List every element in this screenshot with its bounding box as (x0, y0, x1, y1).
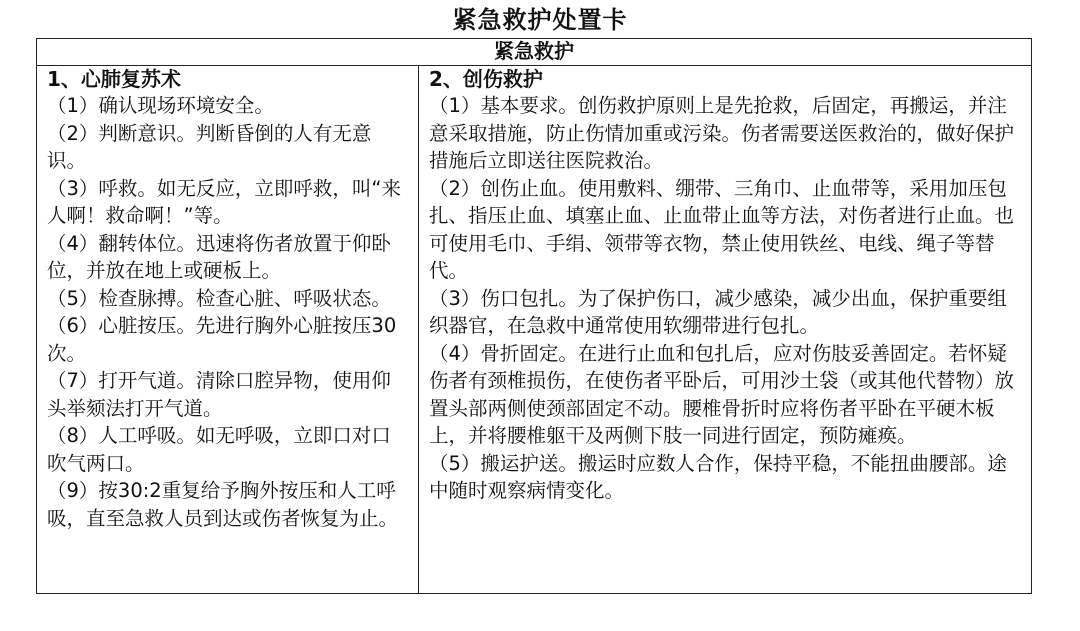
cpr-step: （1）确认现场环境安全。 (47, 94, 274, 117)
cpr-heading: 1、心肺复苏术 (47, 67, 181, 91)
cpr-step: （9）按30:2重复给予胸外按压和人工呼吸，直至急救人员到达或伤者恢复为止。 (47, 479, 399, 530)
trauma-column (419, 66, 1031, 593)
emergency-card-table (36, 38, 1032, 594)
cpr-column (37, 66, 419, 593)
cpr-step: （8）人工呼吸。如无呼吸，立即口对口吹气两口。 (47, 424, 391, 475)
cpr-step: （5）检查脉搏。检查心脏、呼吸状态。 (47, 286, 391, 310)
trauma-step: （4）骨折固定。在进行止血和包扎后，应对伤肢妥善固定。若怀疑伤者有颈椎损伤，在使伤者平卧后，可用沙土袋（或其他代替物）放置头部两侧使颈部固定不动。腰椎骨折时应将伤者平卧在平硬木板上，并将腰椎躯干及两侧下肢一同进行固定，预防瘫痪。 (429, 341, 1015, 447)
table-body (37, 66, 1031, 593)
cpr-step: （6）心脏按压。先进行胸外心脏按压30次。 (47, 314, 397, 365)
card-title: 紧急救护处置卡 (452, 6, 628, 34)
trauma-heading: 2、创伤救护 (429, 67, 543, 91)
trauma-step: （5）搬运护送。搬运时应数人合作，保持平稳，不能扭曲腰部。途中随时观察病情变化。 (429, 451, 1007, 502)
cpr-step: （4）翻转体位。迅速将伤者放置于仰卧位，并放在地上或硬板上。 (47, 231, 391, 282)
trauma-step: （2）创伤止血。使用敷料、绷带、三角巾、止血带等，采用加压包扎、指压止血、填塞止血、止血带止血等方法，对伤者进行止血。也可使用毛巾、手绢、领带等衣物，禁止使用铁丝、电线、绳子等替代。 (429, 176, 1015, 282)
trauma-step: （3）伤口包扎。为了保护伤口，减少感染，减少出血，保护重要组织器官，在急救中通常使用软绷带进行包扎。 (429, 286, 1007, 337)
trauma-step: （1）基本要求。创伤救护原则上是先抢救，后固定，再搬运，并注意采取措施，防止伤情加重或污染。伤者需要送医救治的，做好保护措施后立即送往医院救治。 (429, 94, 1015, 172)
table-header: 紧急救护 (37, 39, 1031, 66)
cpr-step: （3）呼救。如无反应，立即呼救，叫“来人啊！救命啊！”等。 (47, 176, 402, 227)
cpr-step: （2）判断意识。判断昏倒的人有无意识。 (47, 121, 372, 172)
cpr-step: （7）打开气道。清除口腔异物，使用仰头举颏法打开气道。 (47, 369, 391, 420)
